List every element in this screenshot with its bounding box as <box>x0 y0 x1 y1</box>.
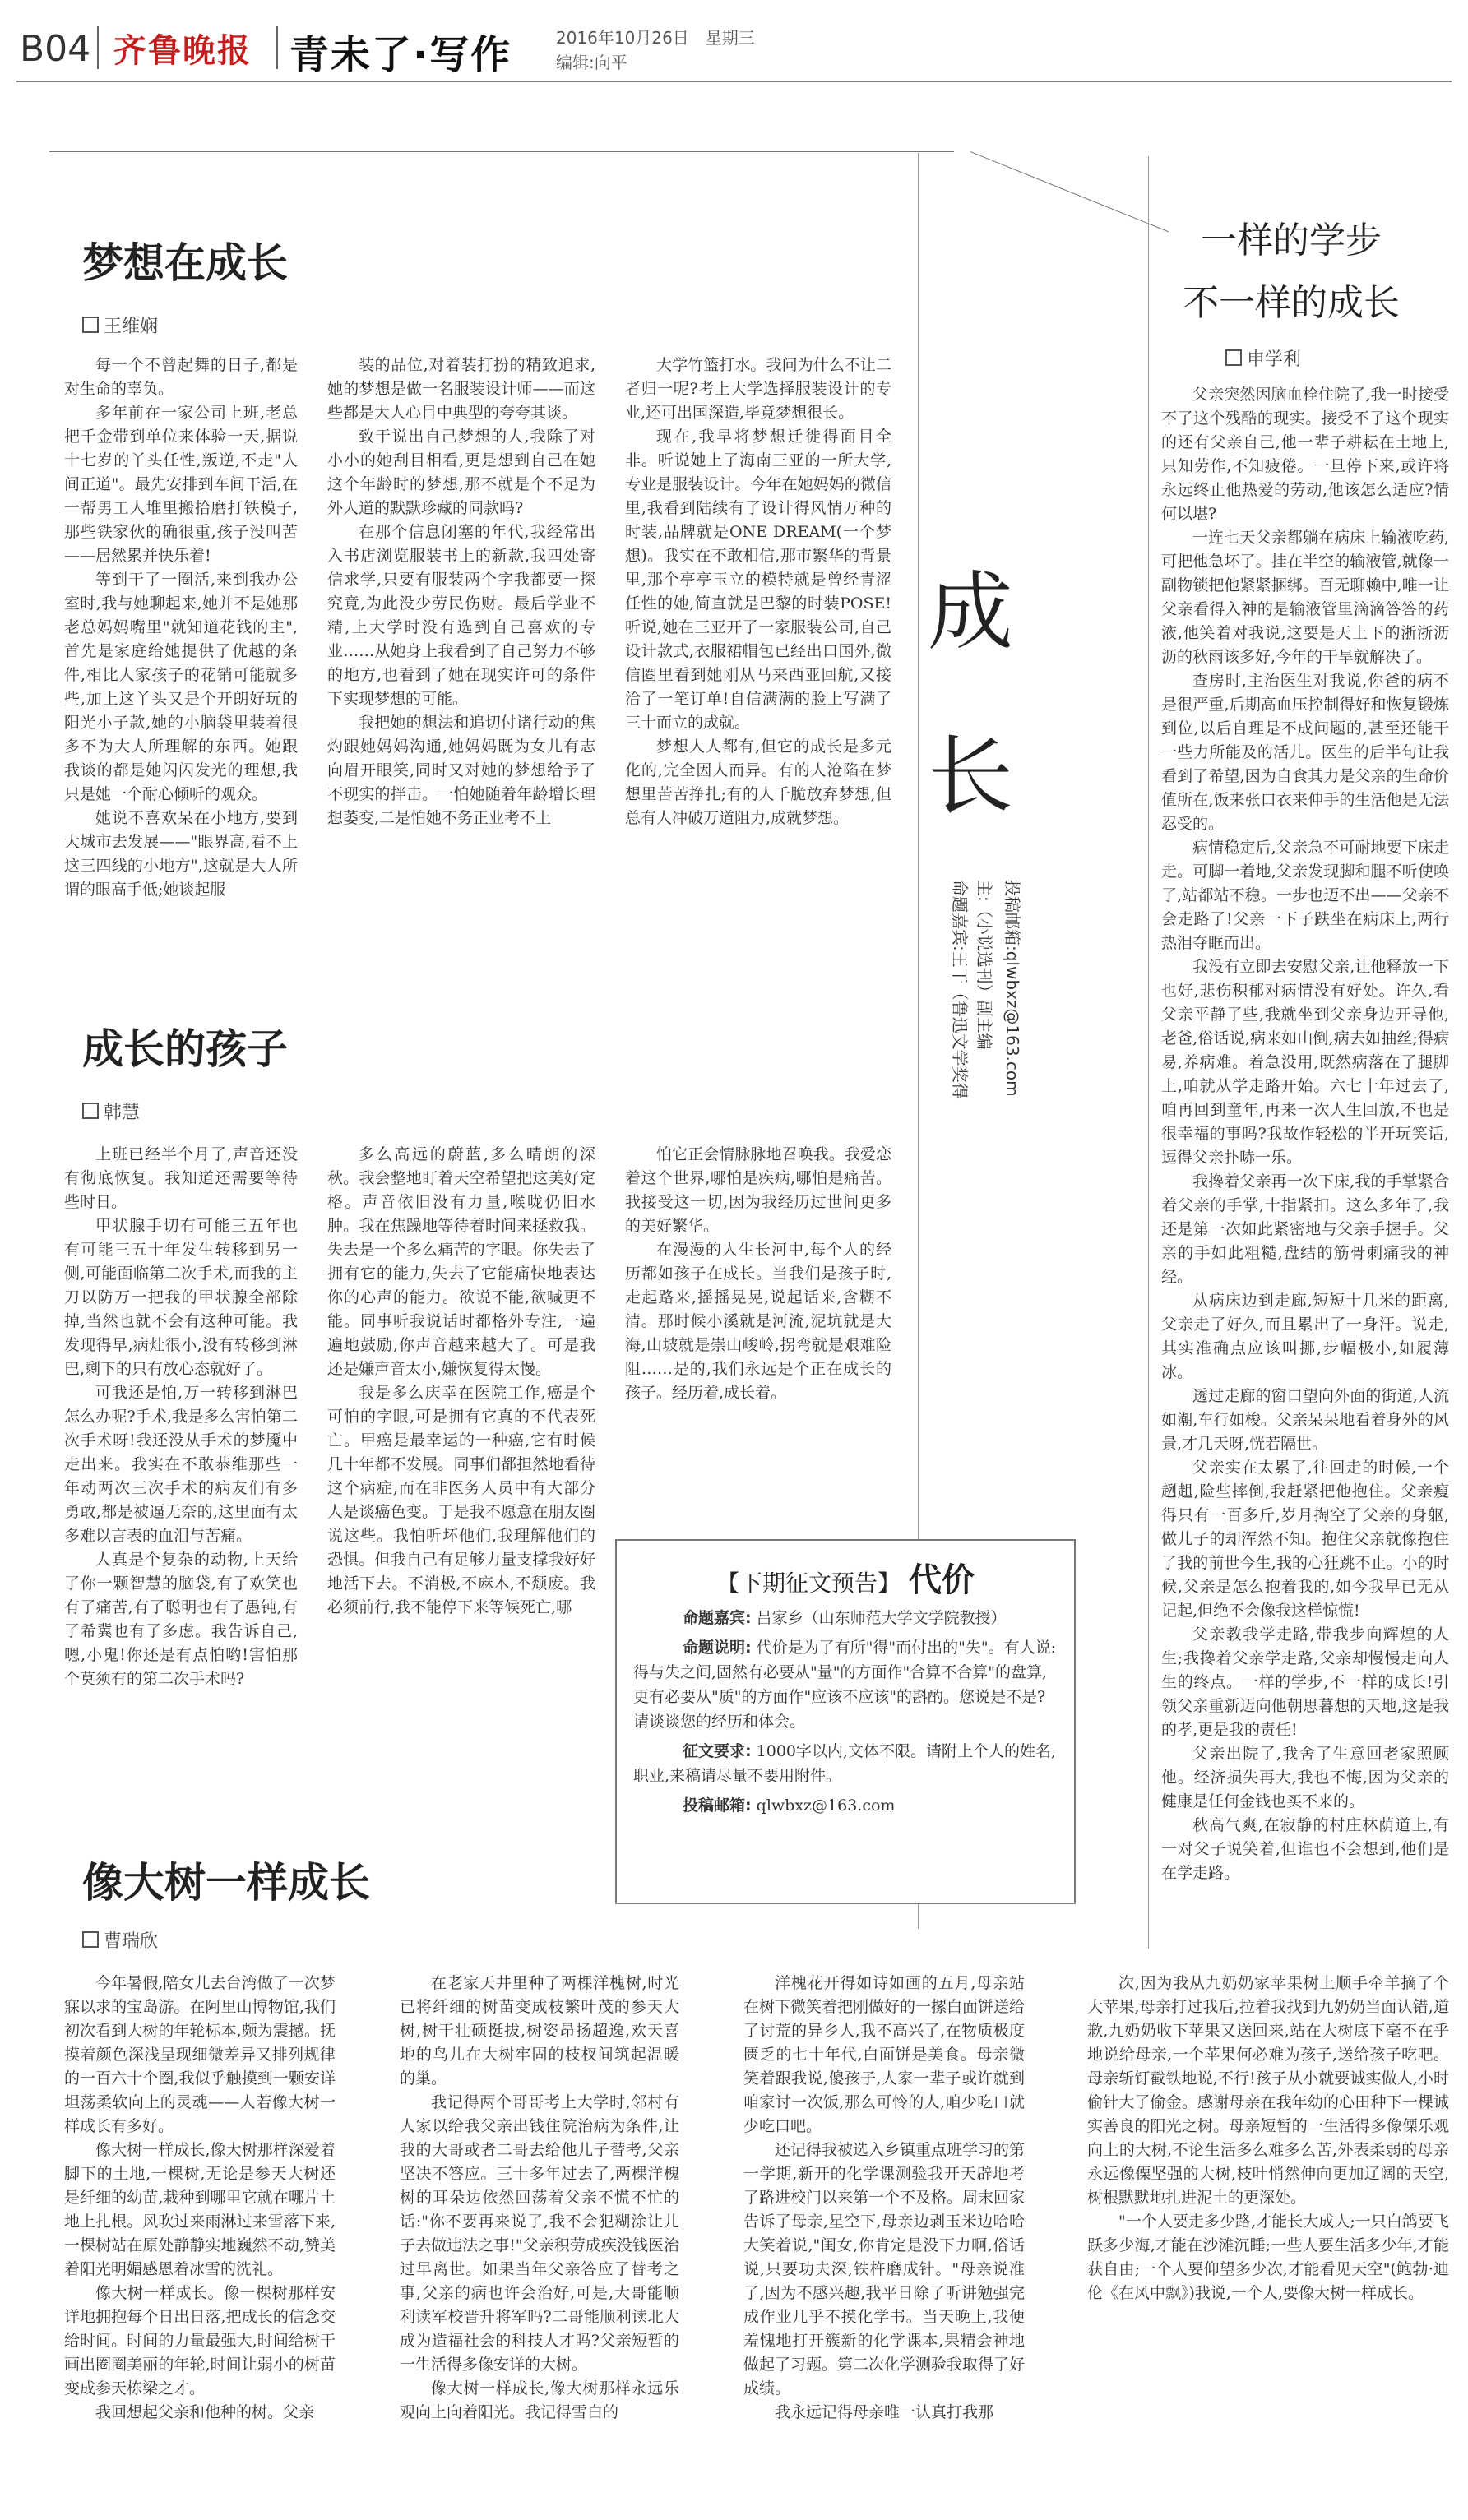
article-title: 不一样的成长 <box>1183 282 1400 324</box>
article-column: 父亲突然因脑血栓住院了,我一时接受不了这个残酷的现实。接受不了这个现实的还有父亲自己,他一辈子耕耘在土地上,只知劳作,不知疲倦。一旦停下来,或许将永远终止他热爱的劳动,他该怎么适应?情何以堪? 一连七天父亲都躺在病床上输液吃药,可把他急坏了。挂在半空的输液管,就像一副物锁把他紧紧捆绑。百无聊赖中,唯一让父亲看得入神的是输液管里滴滴答答的药液,他笑着对我说,这要是天上下的浙浙沥沥的秋雨该多好,今年的干旱就解决了。 查房时,主治医生对我说,你爸的病不是很严重,后期高血压控制得好和恢复锻炼到位,以后自理是不成问题的,甚至还能干一些力所能及的活儿。医生的后半句让我看到了希望,因为自食其力是父亲的生命价值所在,饭来张口衣来伸手的生活他是无法忍受的。 病情稳定后,父亲急不可耐地要下床走走。可脚一着地,父亲发现脚和腿不听使唤了,站都站不稳。一步也迈不出——父亲不会走路了!父亲一下子跌坐在病床上,两行热泪夺眶而出。 我没有立即去安慰父亲,让他释放一下也好,悲伤积郁对病情没有好处。许久,看父亲平静了些,我就坐到父亲身边开导他,老爸,俗话说,病来如山倒,病去如抽丝;得病易,养病难。着急没用,既然病落在了腿脚上,咱就从学走路开始。六七十年过去了,咱再回到童年,再来一次人生回放,不也是很幸福的事吗?我故作轻松的半开玩笑话,逗得父亲扑哧一乐。 我搀着父亲再一次下床,我的手掌紧合着父亲的手掌,十指紧扣。这么多年了,我还是第一次如此紧密地与父亲手握手。父亲的手如此粗糙,盘结的筋骨刺痛我的神经。 从病床边到走廊,短短十几米的距离,父亲走了好久,而且累出了一身汗。说走,其实准确点应该叫挪,步幅极小,如履薄冰。 透过走廊的窗口望向外面的街道,人流如潮,车行如梭。父亲呆呆地看着身外的风景,才几天呀,恍若隔世。 父亲实在太累了,往回走的时候,一个趔趄,险些摔倒,我赶紧把他抱住。父亲瘦得只有一百多斤,岁月掏空了父亲的身躯,做儿子的却浑然不知。抱住父亲就像抱住了我的前世今生,我的心狂跳不止。小的时候,父亲是怎么抱着我的,如今我早已无从记起,但绝不会像我这样惊慌! 父亲教我学走路,带我步向辉煌的人生;我搀着父亲学走路,父亲却慢慢走向人生的终点。一样的学步,不一样的成长!引领父亲重新迈向他朝思暮想的天地,这是我的孝,更是我的责任! 父亲出院了,我舍了生意回老家照顾他。经济损失再大,我也不悔,因为父亲的健康是任何金钱也买不来的。 秋高气爽,在寂静的村庄林荫道上,有一对父子说笑着,但谁也不会想到,他们是在学走路。 <box>1161 386 1449 1882</box>
article-title: 一样的学步 <box>1201 220 1382 261</box>
article-author: 韩慧 <box>82 1098 140 1124</box>
article-column: 每一个不曾起舞的日子,都是对生命的辜负。 多年前在一家公司上班,老总把千金带到单位来体验一天,据说十七岁的丫头任性,叛逆,不走"人间正道"。最先安排到车间干活,在一帮男工人堆里搬拾磨打铁模子,那些铁家伙的确很重,孩子没叫苦——居然累并快乐着! 等到干了一圈活,来到我办公室时,我与她聊起来,她并不是她那老总妈妈嘴里"就知道花钱的主",首先是家庭给她提供了优越的条件,相比人家孩子的花销可能就多些,加上这丫头又是个开朗好玩的阳光小子款,她的小脑袋里装着很多不为大人所理解的东西。她跟我谈的都是她闪闪发光的理想,我只是她一个耐心倾听的观众。 她说不喜欢呆在小地方,要到大城市去发展——"眼界高,看不上这三四线的小地方",这就是大人所谓的眼高手低;她谈起服 <box>64 356 298 899</box>
article-column: 怕它正会情脉脉地召唤我。我爱恋着这个世界,哪怕是疾病,哪怕是痛苦。我接受这一切,因为我经历过世间更多的美好繁华。 在漫漫的人生长河中,每个人的经历都如孩子在成长。当我们是孩子时,走起路来,摇摇晃晃,说起话来,含糊不清。那时候小溪就是河流,泥坑就是大海,山坡就是崇山峻岭,拐弯就是艰难险阻……是的,我们永远是个正在成长的孩子。经历着,成长着。 <box>625 1145 891 1402</box>
article-author: 曹瑞欣 <box>82 1927 158 1953</box>
article-column: 在老家天井里种了两棵洋槐树,时光已将纤细的树苗变成枝繁叶茂的参天大树,树干壮硕挺拔,树姿昂扬超逸,欢天喜地的鸟儿在大树牢固的枝杈间筑起温暖的巢。 我记得两个哥哥考上大学时,邻村有人家以给我父亲出钱住院治病为条件,让我的大哥或者二哥去给他儿子替考,父亲坚决不答应。三十多年过去了,两棵洋槐树的耳朵边依然回荡着父亲不慌不忙的话:"你不要再来说了,我不会犯糊涂让儿子去做违法之事!"父亲积劳成疾没钱医治过早离世。如果当年父亲答应了替考之事,父亲的病也许会治好,可是,大哥能顺利读军校晋升将军吗?二哥能顺利读北大成为造福社会的科技人才吗?父亲短暂的一生活得多像安详的大树。 像大树一样成长,像大树那样永远乐观向上向着阳光。我记得雪白的 <box>400 1974 679 2421</box>
article-column: 洋槐花开得如诗如画的五月,母亲站在树下微笑着把刚做好的一摞白面饼送给了讨荒的异乡人,我不高兴了,在物质极度匮乏的七十年代,白面饼是美食。母亲微笑着跟我说,傻孩子,人家一辈子或许就到咱家讨一次饭,那么可怜的人,咱少吃口就少吃口吧。 还记得我被选入乡镇重点班学习的第一学期,新开的化学课测验我开天辟地考了路进校门以来第一个不及格。周末回家告诉了母亲,星空下,母亲边剥玉米边哈哈大笑着说,"闺女,你肯定是没下力啊,俗话说,只要功夫深,铁杵磨成针。"母亲说准了,因为不感兴趣,我平日除了听讲勉强完成作业几乎不摸化学书。当天晚上,我便羞愧地打开簇新的化学课本,果精会神地做起了习题。第二次化学测验我取得了好成绩。 我永远记得母亲唯一认真打我那 <box>743 1974 1025 2421</box>
article-title: 成长的孩子 <box>82 1025 288 1073</box>
guest-editor: 命题嘉宾:王干（鲁迅文学奖得 <box>950 880 970 1099</box>
top-rule <box>49 151 954 152</box>
notice-title: 【下期征文预告】 <box>715 1570 901 1597</box>
article-column: 多么高远的蔚蓝,多么晴朗的深秋。我会整地盯着天空希望把这美好定格。声音依旧没有力量,喉咙仍旧水肿。我在焦躁地等待着时间来拯救我。失去是一个多么痛苦的字眼。你失去了拥有它的能力,失去了它能痛快地表达你的心声的能力。欲说不能,欲喊更不能。同事听我说话时都格外专注,一遍遍地鼓励,你声音越来越大了。可是我还是嫌声音太小,嫌恢复得太慢。 我是多么庆幸在医院工作,癌是个可怕的字眼,可是拥有它真的不代表死亡。甲癌是最幸运的一种癌,它有时候几十年都不发展。同事们都担然地看待这个病症,而在非医务人员中有大部分人是谈癌色变。于是我不愿意在朋友圈说这些。我怕听坏他们,我理解他们的恐惧。但我自己有足够力量支撑我好好地活下去。不消极,不麻木,不颓废。我必须前行,我不能停下来等候死亡,哪 <box>327 1145 595 1616</box>
notice-theme: 代价 <box>909 1561 975 1599</box>
header-divider <box>276 26 278 69</box>
page-code: B04 <box>20 28 91 70</box>
editor: 编辑:向平 <box>556 53 627 72</box>
theme-char: 成 <box>928 562 1014 662</box>
section-title: 青未了·写作 <box>289 32 512 78</box>
issue-date: 2016年10月26日 星期三 <box>556 28 755 48</box>
article-author: 申学利 <box>1225 345 1301 371</box>
call-for-submissions: 【下期征文预告】 代价 命题嘉宾: 吕家乡（山东师范大学文学院教授） 命题说明: 代价是为了有所"得"而付出的"失"。有人说:得与失之间,固然有必要从"量"的方面作"合算不合算"的盘算,更有必要从"质"的方面作"应该不应该"的斟酌。您说是不是?请谈谈您的经历和体会。 征文要求: 1000字以内,文体不限。请附上个人的姓名,职业,来稿请尽量不要用附件。 投稿邮箱: qlwbxz@163.com <box>615 1539 1076 1904</box>
newspaper-logo: 齐鲁晚报 <box>113 31 252 70</box>
article-column: 今年暑假,陪女儿去台湾做了一次梦寐以求的宝岛游。在阿里山博物馆,我们初次看到大树的年轮标本,颇为震撼。抚摸着颜色深浅呈现细微差异又排列规律的一百六十个圈,我似乎触摸到一颗安详坦荡柔软向上的灵魂——人若像大树一样成长有多好。 像大树一样成长,像大树那样深爱着脚下的土地,一棵树,无论是参天大树还是纤细的幼苗,栽种到哪里它就在哪片土地上扎根。风吹过来雨淋过来雪落下来,一棵树站在原处静静实地巍然不动,赞美着阳光明媚感恩着冰雪的洗礼。 像大树一样成长。像一棵树那样安详地拥抱每个日出日落,把成长的信念交给时间。时间的力量最强大,时间给树干画出圈圈美丽的年轮,时间让弱小的树苗变成参天栋梁之才。 我回想起父亲和他种的树。父亲 <box>64 1974 336 2421</box>
article-title: 像大树一样成长 <box>82 1859 370 1907</box>
article-column: 次,因为我从九奶奶家苹果树上顺手牵羊摘了个大苹果,母亲打过我后,拉着我找到九奶奶当面认错,道歉,九奶奶收下苹果又送回来,站在大树底下毫不在乎地说给母亲,一个苹果何必难为孩子,送给孩子吃吧。母亲斩钉截铁地说,不行!孩子从小就要诚实做人,小时偷针大了偷金。感谢母亲在我年幼的心田种下一棵诚实善良的阳光之树。母亲短暂的一生活得多像傈乐观向上的大树,不论生活多么难多么苦,外表柔弱的母亲永远像傈坚强的大树,枝叶悄然伸向更加辽阔的天空,树根默默地扎进泥土的更深处。 "一个人要走多少路,才能长大成人;一只白鸽要飞跃多少海,才能在沙滩沉睡;一些人要生活多少年,才能获自由;一个人要仰望多少次,才能看见天空"(鲍勃·迪伦《在风中飘》)我说,一个人,要像大树一样成长。 <box>1087 1974 1449 2302</box>
column-rule <box>1148 156 1149 1949</box>
header-divider <box>97 26 99 69</box>
article-column: 大学竹篮打水。我问为什么不让二者归一呢?考上大学选择服装设计的专业,还可出国深造,毕竟梦想很长。 现在,我早将梦想迁徙得面目全非。听说她上了海南三亚的一所大学,专业是服装设计。今年在她妈妈的微信里,我看到陆续有了设计得风情万种的时装,品牌就是ONE DREAM(一个梦想)。我实在不敢相信,那市繁华的背景里,那个亭亭玉立的模特就是曾经青涩任性的她,简直就是巴黎的时装POSE!听说,她在三亚开了一家服装公司,自己设计款式,衣服裙帽包已经出口国外,微信圈里看到她刚从马来西亚回航,又接洽了一笔订单!自信满满的脸上写满了三十而立的成就。 梦想人人都有,但它的成长是多元化的,完全因人而异。有的人沧陷在梦想里苦苦挣扎;有的人千脆放弃梦想,但总有人冲破万道阻力,成就梦想。 <box>625 356 891 827</box>
article-title: 梦想在成长 <box>82 239 288 287</box>
notice-email: qlwbxz@163.com <box>756 1796 896 1815</box>
submission-email: 投稿邮箱:qlwbxz@163.com <box>1003 880 1022 1097</box>
decorative-slant <box>970 151 1169 232</box>
theme-char: 长 <box>928 726 1014 826</box>
article-author: 王维娴 <box>82 312 158 338</box>
article-column: 上班已经半个月了,声音还没有彻底恢复。我知道还需要等待些时日。 甲状腺手切有可能三五年也有可能三五十年发生转移到另一侧,可能面临第二次手术,而我的主刀以防万一把我的甲状腺全部除掉,当然也就不会有这种可能。我发现得早,病灶很小,没有转移到淋巴,剩下的只有放心态就好了。 可我还是怕,万一转移到淋巴怎么办呢?手术,我是多么害怕第二次手术呀!我还没从手术的梦魇中走出来。我实在不敢恭维那些一年动两次三次手术的病友们有多勇敢,都是被逼无奈的,这里面有太多难以言表的血泪与苦痛。 人真是个复杂的动物,上天给了你一颗智慧的脑袋,有了欢笑也有了痛苦,有了聪明也有了愚钝,有了希冀也有了多虑。我告诉自己,嗯,小鬼!你还是有点怕哟!害怕那个莫须有的第二次手术吗? <box>64 1145 298 1688</box>
guest-editor-note: 主:（小说选刊）副主编 <box>975 880 994 1050</box>
article-column: 装的品位,对着装打扮的精致追求,她的梦想是做一名服装设计师——而这些都是大人心目中典型的夸夸其谈。 致于说出自己梦想的人,我除了对小小的她刮目相看,更是想到自己在她这个年龄时的梦想,那不就是个不足为外人道的默默珍藏的同款吗? 在那个信息闭塞的年代,我经常出入书店浏览服装书上的新款,我四处寄信求学,只要有服装两个字我都要一探究竟,为此没少劳民伤财。最后学业不精,上大学时没有选到自己喜欢的专业……从她身上我看到了自己努力不够的地方,也看到了她在现实许可的条件下实现梦想的可能。 我把她的想法和追切付诸行动的焦灼跟她妈妈沟通,她妈妈既为女儿有志向眉开眼笑,同时又对她的梦想给予了不现实的拌击。一怕她随着年龄增长理想萎变,二是怕她不务正业考不上 <box>327 356 595 827</box>
header-rule <box>16 81 1452 82</box>
